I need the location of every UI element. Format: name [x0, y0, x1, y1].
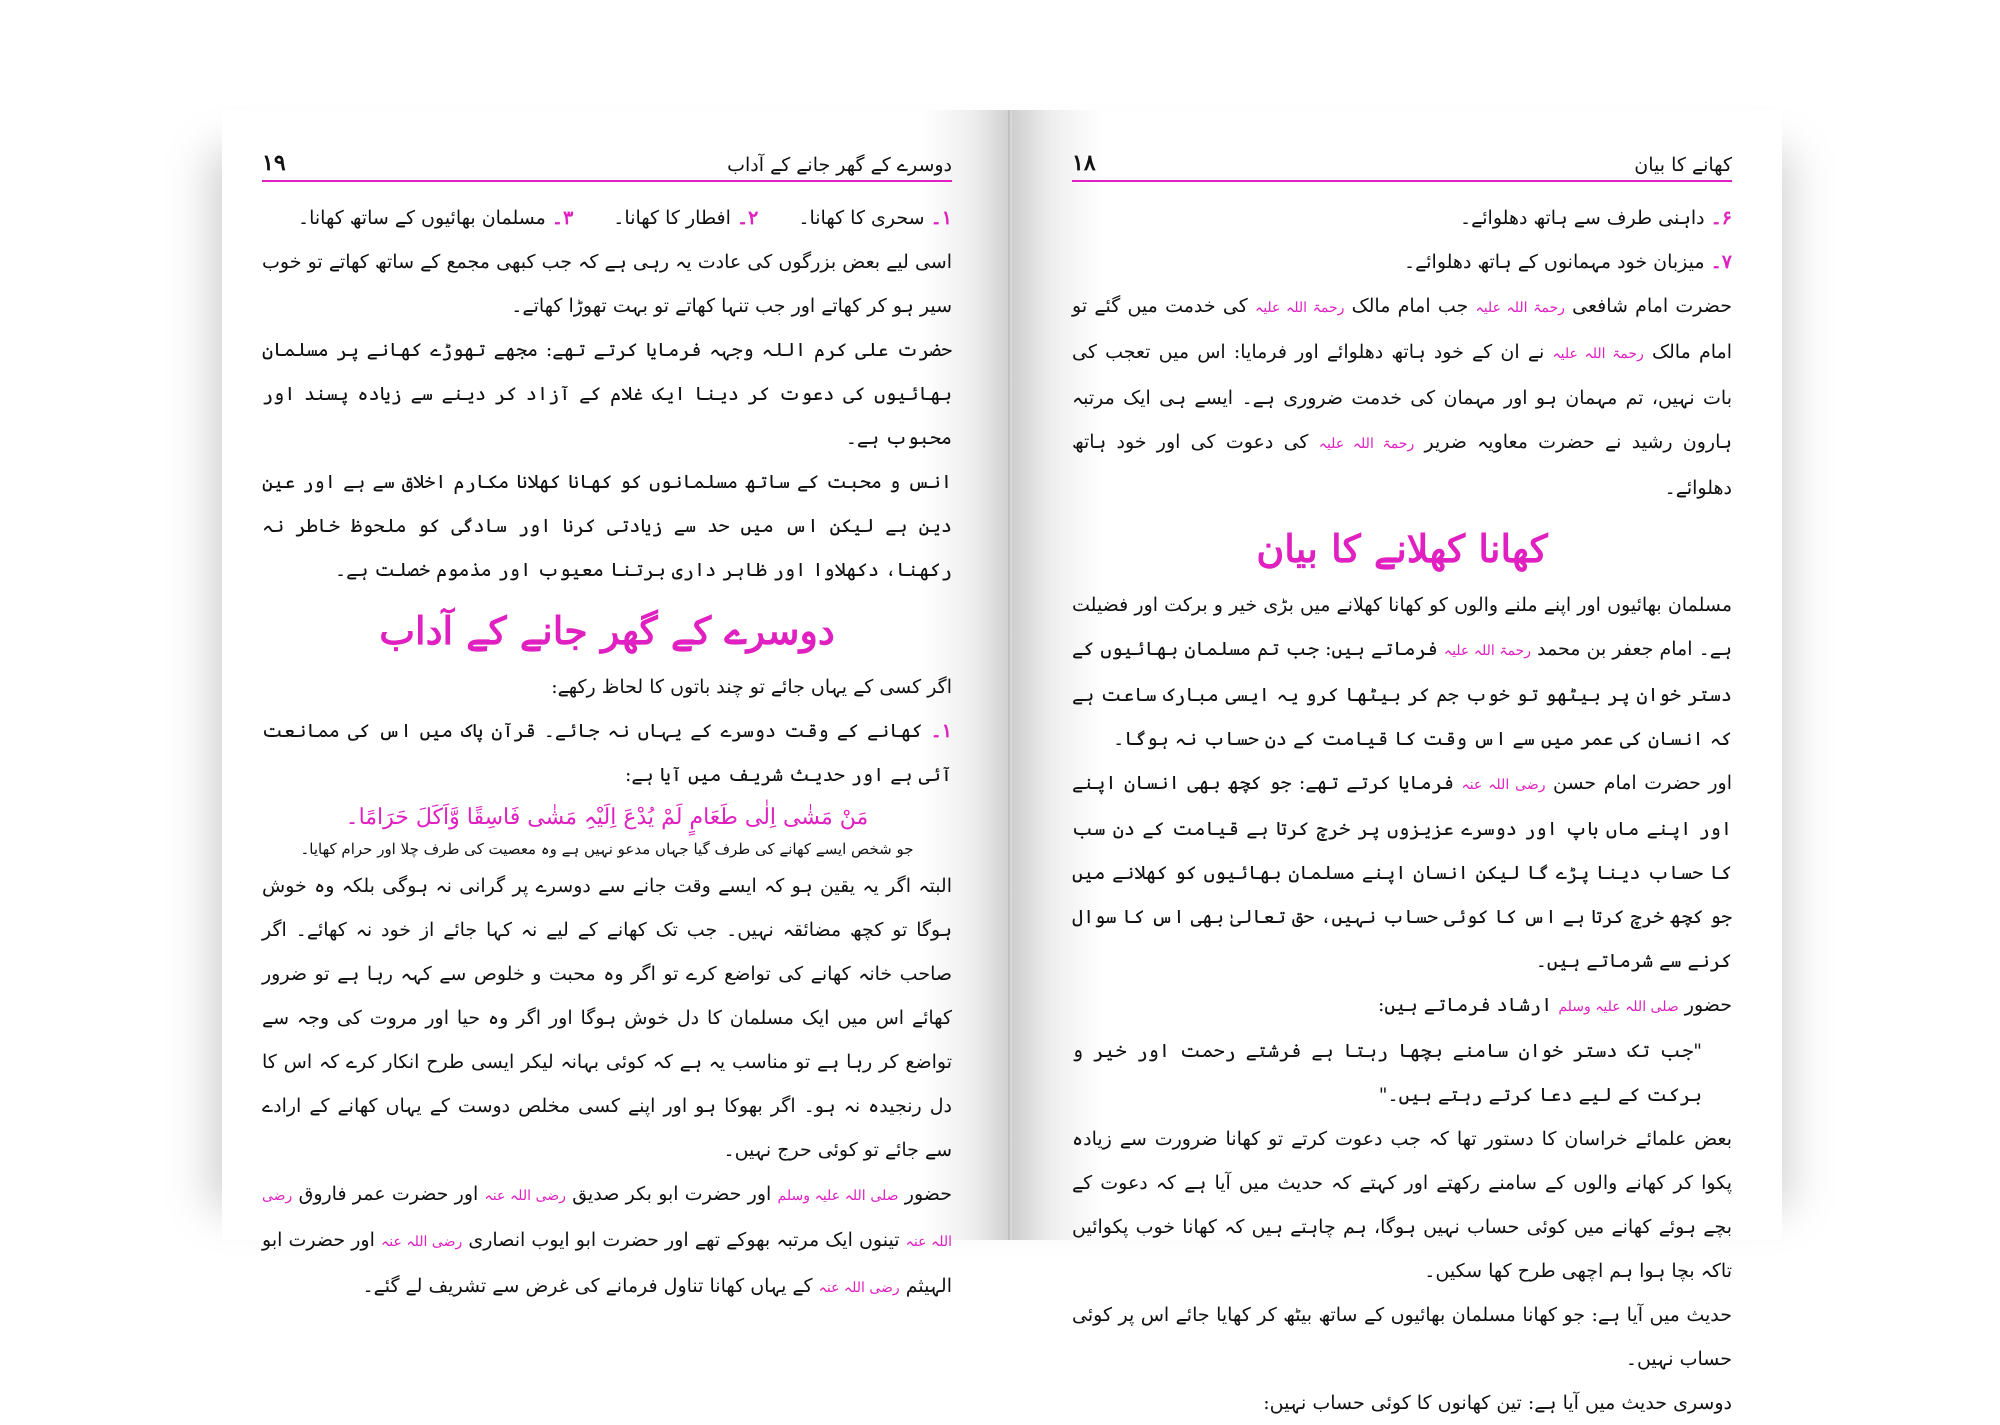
left-page-header: [262, 150, 952, 182]
section-heading: کھانا کھلانے کا بیان: [1256, 526, 1548, 571]
honorific-rah: رحمۃ اللہ علیہ: [1318, 436, 1415, 452]
honorific-ra: رضی اللہ عنہ: [381, 1234, 463, 1250]
left-page-number: ۱۹: [262, 150, 286, 176]
right-page: [1012, 110, 1782, 1414]
honorific-saw: صلی اللہ علیہ وسلم: [1558, 999, 1679, 1015]
paragraph: حضور صلی اللہ علیہ وسلم اور حضرت ابو بکر صدیق رضی اللہ عنہ اور حضرت عمر فاروق رضی اللہ عنہ تینوں ایک مرتبہ بھوکے تھے اور حضرت ابو ایوب انصاری رضی اللہ عنہ اور حضرت ابو الہیثم رضی اللہ عنہ کے یہاں کھانا تناول فرمانے کی غرض سے تشریف لے گئے۔: [262, 1183, 952, 1297]
list-item: ۲۔ افطار کا کھانا۔: [613, 207, 759, 229]
honorific-saw: صلی اللہ علیہ وسلم: [777, 1188, 899, 1204]
paragraph: حدیث میں آیا ہے: جو کھانا مسلمان بھائیوں کے ساتھ بیٹھ کر کھایا جائے اس پر کوئی حساب نہیں۔: [1072, 1304, 1732, 1370]
honorific-rah: رحمۃ اللہ علیہ: [1552, 346, 1644, 362]
left-page: [222, 110, 1012, 1297]
honorific-ra: رضی اللہ عنہ: [818, 1280, 900, 1296]
paragraph: مسلمان بھائیوں اور اپنے ملنے والوں کو کھانا کھلانے میں بڑی خیر و برکت اور فضیلت ہے۔ امام جعفر بن محمد رحمۃ اللہ علیہ فرماتے ہیں: جب تم مسلمان بھائیوں کے دستر خوان پر بیٹھو تو خوب جم کر بیٹھا کرو یہ ایسی مبارک ساعت ہے کہ انسان کی عمر میں سے اس وقت کا قیامت کے دن حساب نہ ہوگا۔: [1072, 594, 1732, 750]
paragraph: البتہ اگر یہ یقین ہو کہ ایسے وقت جانے سے دوسرے پر گرانی نہ ہوگی بلکہ وہ خوش ہوگا تو کچھ مضائقہ نہیں۔ جب تک کھانے کے لیے نہ کہا جائے از خود نہ کھائے۔ اگر صاحب خانہ کھانے کی تواضع کرے تو اگر وہ محبت و خلوص سے کہہ رہا ہے تو ضرور کھائے اس میں ایک مسلمان کا دل خوش ہوگا اور اگر وہ حیا اور مروت کی وجہ سے تواضع کر رہا ہے تو مناسب یہ ہے کہ کوئی بہانہ لیکر ایسی طرح انکار کرے کہ اس کا دل رنجیدہ نہ ہو۔ اگر بھوکا ہو اور اپنے کسی مخلص دوست کے یہاں کھانے کے ارادے سے جائے تو کوئی حرج نہیں۔: [262, 875, 952, 1161]
hadith-translation: جو شخص ایسے کھانے کی طرف گیا جہاں مدعو نہیں ہے وہ معصیت کی طرف چلا اور حرام کھایا۔: [300, 840, 914, 858]
right-page-number: ۱۸: [1072, 150, 1096, 176]
right-page-header: [1072, 150, 1732, 182]
paragraph: اگر کسی کے یہاں جائے تو چند باتوں کا لحاظ رکھے:: [551, 676, 952, 698]
right-running-title: کھانے کا بیان: [1634, 154, 1732, 176]
honorific-rah: رحمۃ اللہ علیہ: [1475, 300, 1565, 316]
arabic-hadith: مَنْ مَشٰی اِلٰی طَعَامٍ لَمْ یُدْعَ اِلَیْہِ مَشٰی فَاسِقًا وَّاَکَلَ حَرَامًا۔: [345, 805, 869, 830]
list-item: ۳۔ مسلمان بھائیوں کے ساتھ کھانا۔: [297, 207, 574, 229]
paragraph: حضور صلی اللہ علیہ وسلم ارشاد فرماتے ہیں:: [1377, 994, 1732, 1016]
numbered-item: ۶۔ داہنی طرف سے ہاتھ دھلوائے۔: [1460, 207, 1732, 229]
paragraph: دوسری حدیث میں آیا ہے: تین کھانوں کا کوئی حساب نہیں:: [1263, 1392, 1732, 1414]
paragraph: بعض علمائے خراسان کا دستور تھا کہ جب دعوت کرتے تو کھانا ضرورت سے زیادہ پکوا کر کھانے والوں کے سامنے رکھتے اور کہتے کہ حدیث میں آیا ہے کہ دعوت کے بچے ہوئے کھانے میں کوئی حساب نہیں ہوگا، ہم چاہتے ہیں کہ کھانا خوب پکوائیں تاکہ بچا ہوا ہم اچھی طرح کھا سکیں۔: [1072, 1128, 1732, 1282]
honorific-ra: رضی اللہ عنہ: [484, 1188, 566, 1204]
paragraph: اور حضرت امام حسن رضی اللہ عنہ فرمایا کرتے تھے: جو کچھ بھی انسان اپنے اور اپنے ماں باپ اور دوسرے عزیزوں پر خرچ کرتا ہے قیامت کے دن سب کا حساب دینا پڑے گا لیکن انسان اپنے مسلمان بھائیوں کو کھلانے میں جو کچھ خرچ کرتا ہے اس کا کوئی حساب نہیں، حق تعالیٰ بھی اس کا سوال کرنے سے شرماتے ہیں۔: [1072, 772, 1732, 972]
paragraph: حضرت علی کرم اللہ وجہہ فرمایا کرتے تھے: مجھے تھوڑے کھانے پر مسلمان بھائیوں کی دعوت کر دینا ایک غلام کے آزاد کر دینے سے زیادہ پسند اور محبوب ہے۔: [262, 339, 952, 449]
numbered-item: ۷۔ میزبان خود مہمانوں کے ہاتھ دھلوائے۔: [1403, 251, 1732, 273]
meal-list: [262, 196, 952, 240]
paragraph: حضرت امام شافعی رحمۃ اللہ علیہ جب امام مالک رحمۃ اللہ علیہ کی خدمت میں گئے تو امام مالک رحمۃ اللہ علیہ نے ان کے خود ہاتھ دھلوائے اور فرمایا: اس میں تعجب کی بات نہیں، تم مہمان ہو اور مہمان کی خدمت ضروری ہے۔ ایسے ہی ایک مرتبہ ہارون رشید نے حضرت معاویہ ضریر رحمۃ اللہ علیہ کی دعوت کی اور خود ہاتھ دھلوائے۔: [1072, 295, 1733, 499]
section-heading: دوسرے کے گھر جانے کے آداب: [379, 608, 835, 653]
honorific-rah: رحمۃ اللہ علیہ: [1443, 643, 1531, 659]
honorific-ra: رضی اللہ عنہ: [1461, 777, 1546, 793]
quoted-hadith: "جب تک دستر خوان سامنے بچھا رہتا ہے فرشتے رحمت اور خیر و برکت کے لیے دعا کرتے رہتے ہیں۔": [1072, 1040, 1702, 1106]
left-running-title: دوسرے کے گھر جانے کے آداب: [727, 154, 952, 176]
honorific-rah: رحمۃ اللہ علیہ: [1254, 300, 1345, 316]
paragraph: اسی لیے بعض بزرگوں کی عادت یہ رہی ہے کہ جب کبھی مجمع کے ساتھ کھاتے تو خوب سیر ہو کر کھاتے اور جب تنہا کھاتے تو بہت تھوڑا کھاتے۔: [262, 251, 952, 317]
honorific-ra: رضی اللہ عنہ: [262, 1188, 952, 1250]
paragraph: انس و محبت کے ساتھ مسلمانوں کو کھانا کھلانا مکارم اخلاق سے ہے اور عین دین ہے لیکن اس میں حد سے زیادتی کرنا اور سادگی کو ملحوظ خاطر نہ رکھنا، دکھلاوا اور ظاہر داری برتنا معیوب اور مذموم خصلت ہے۔: [262, 471, 952, 581]
list-item: ۱۔ سحری کا کھانا۔: [798, 207, 952, 229]
numbered-item: ۱۔ کھانے کے وقت دوسرے کے یہاں نہ جائے۔ قرآن پاک میں اس کی ممانعت آئی ہے اور حدیث شریف میں آیا ہے:: [262, 720, 952, 786]
